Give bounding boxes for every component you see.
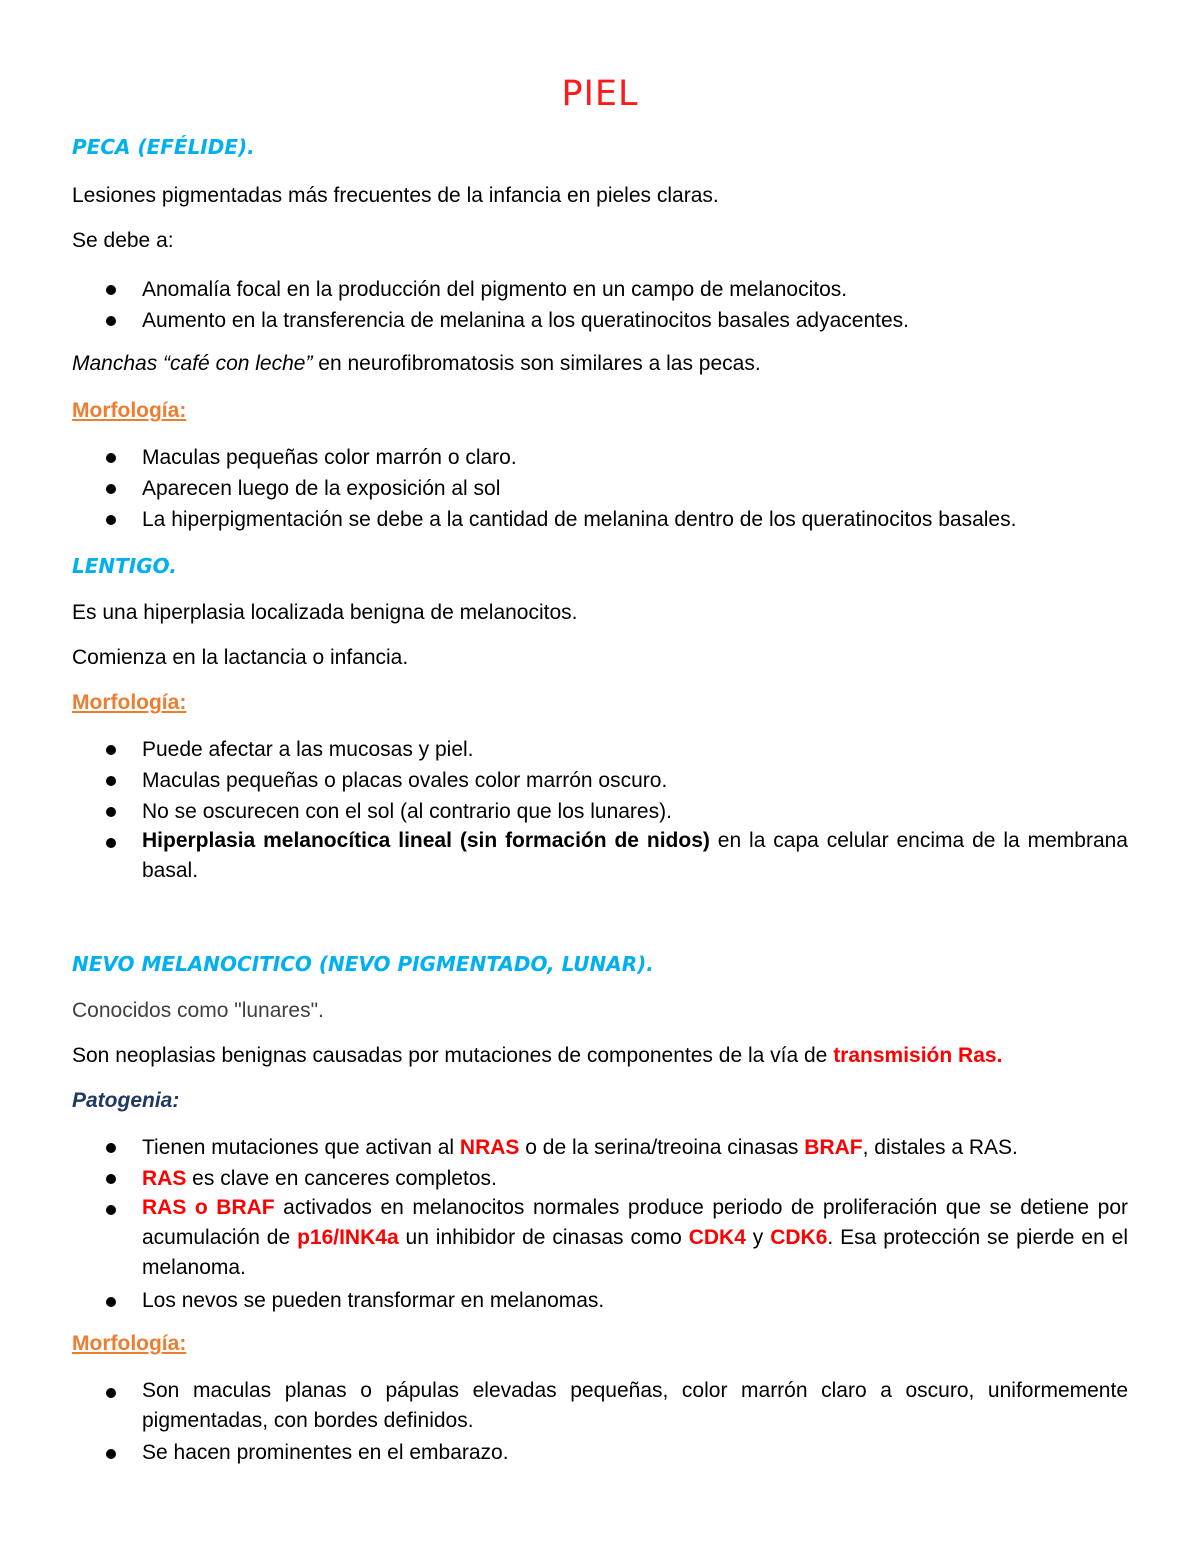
list-item: [142, 1133, 1128, 1163]
section-heading-nevo: NEVO MELANOCITICO (NEVO PIGMENTADO, LUNAR).: [72, 952, 654, 976]
list-item: [142, 826, 1128, 886]
bullet-icon: [106, 1205, 116, 1215]
highlight-text: BRAF: [804, 1136, 863, 1159]
bullet-icon: [106, 1449, 116, 1459]
list-item: La hiperpigmentación se debe a la cantidad de melanina dentro de los queratinocitos basales.: [142, 508, 1017, 531]
bullet-icon: [106, 285, 116, 295]
list-item: [142, 1193, 1128, 1283]
page-title: PIEL: [561, 74, 639, 114]
list-item: Aparecen luego de la exposición al sol: [142, 477, 501, 500]
bullet-icon: [106, 776, 116, 786]
bullet-icon: [106, 745, 116, 755]
bullet-icon: [106, 316, 116, 326]
bullet-icon: [106, 807, 116, 817]
nevo-paragraph-2: [72, 1041, 1002, 1071]
list-item: Se hacen prominentes en el embarazo.: [142, 1441, 509, 1464]
bullet-icon: [106, 838, 116, 848]
highlight-text: transmisión Ras.: [833, 1044, 1003, 1067]
highlight-text: CDK4: [688, 1226, 746, 1249]
list-item-text: un inhibidor de cinasas como: [398, 1226, 689, 1249]
list-item-text: Tienen mutaciones que activan al: [142, 1136, 460, 1159]
peca-paragraph-2: Se debe a:: [72, 229, 174, 252]
paragraph-text: Son neoplasias benignas causadas por mutaciones de componentes de la vía de: [72, 1044, 834, 1067]
highlight-text: p16/INK4a: [297, 1226, 399, 1249]
lentigo-paragraph-2: Comienza en la lactancia o infancia.: [72, 646, 409, 669]
bullet-icon: [106, 515, 116, 525]
section-heading-peca: PECA (EFÉLIDE).: [72, 135, 255, 159]
list-item-text: y: [745, 1226, 771, 1249]
highlight-text: RAS: [142, 1167, 187, 1190]
highlight-text: NRAS: [459, 1136, 520, 1159]
bullet-icon: [106, 453, 116, 463]
list-item: Maculas pequeñas color marrón o claro.: [142, 446, 517, 469]
list-item: Puede afectar a las mucosas y piel.: [142, 738, 474, 761]
note-text: en neurofibromatosis son similares a las pecas.: [312, 352, 761, 375]
bullet-icon: [106, 1388, 116, 1398]
list-item-text: o de la serina/treoina cinasas: [519, 1136, 805, 1159]
highlight-text: RAS o BRAF: [142, 1196, 275, 1219]
bullet-icon: [106, 1174, 116, 1184]
list-item: [142, 1164, 1128, 1194]
subheading-morfologia: Morfología:: [72, 1332, 187, 1355]
list-item-text: en la capa celular encima de la membrana basal.: [142, 829, 1128, 882]
subheading-morfologia: Morfología:: [72, 691, 187, 714]
bullet-icon: [106, 1143, 116, 1153]
nevo-paragraph-1: Conocidos como "lunares".: [72, 999, 324, 1022]
list-item-text: , distales a RAS.: [862, 1136, 1018, 1159]
subheading-patogenia: Patogenia:: [72, 1089, 180, 1112]
list-item: Maculas pequeñas o placas ovales color marrón oscuro.: [142, 769, 668, 792]
highlight-text: CDK6: [770, 1226, 828, 1249]
bullet-icon: [106, 1297, 116, 1307]
section-heading-lentigo: LENTIGO.: [72, 554, 177, 578]
list-item-text: es clave en canceres completos.: [186, 1167, 497, 1190]
bullet-icon: [106, 484, 116, 494]
list-item: Aumento en la transferencia de melanina a los queratinocitos basales adyacentes.: [142, 309, 909, 332]
list-item: Anomalía focal en la producción del pigmento en un campo de melanocitos.: [142, 278, 848, 301]
list-item-text: . Esa protección se pierde en el melanoma.: [142, 1226, 1128, 1279]
note-italic: Manchas “café con leche”: [72, 352, 313, 375]
list-item: Son maculas planas o pápulas elevadas pequeñas, color marrón claro a oscuro, uniformemente pigmentadas, con bordes definidos.: [142, 1379, 1128, 1432]
lentigo-paragraph-1: Es una hiperplasia localizada benigna de melanocitos.: [72, 601, 578, 624]
list-item: No se oscurecen con el sol (al contrario que los lunares).: [142, 800, 672, 823]
peca-paragraph-1: Lesiones pigmentadas más frecuentes de la infancia en pieles claras.: [72, 184, 719, 207]
subheading-morfologia: Morfología:: [72, 399, 187, 422]
peca-note: [72, 349, 761, 379]
list-item: Los nevos se pueden transformar en melanomas.: [142, 1289, 605, 1312]
list-item-text: activados en melanocitos normales produce periodo de proliferación que se detiene por acumulación de: [142, 1196, 1129, 1249]
bold-text: Hiperplasia melanocítica lineal (sin formación de nidos): [142, 829, 710, 852]
